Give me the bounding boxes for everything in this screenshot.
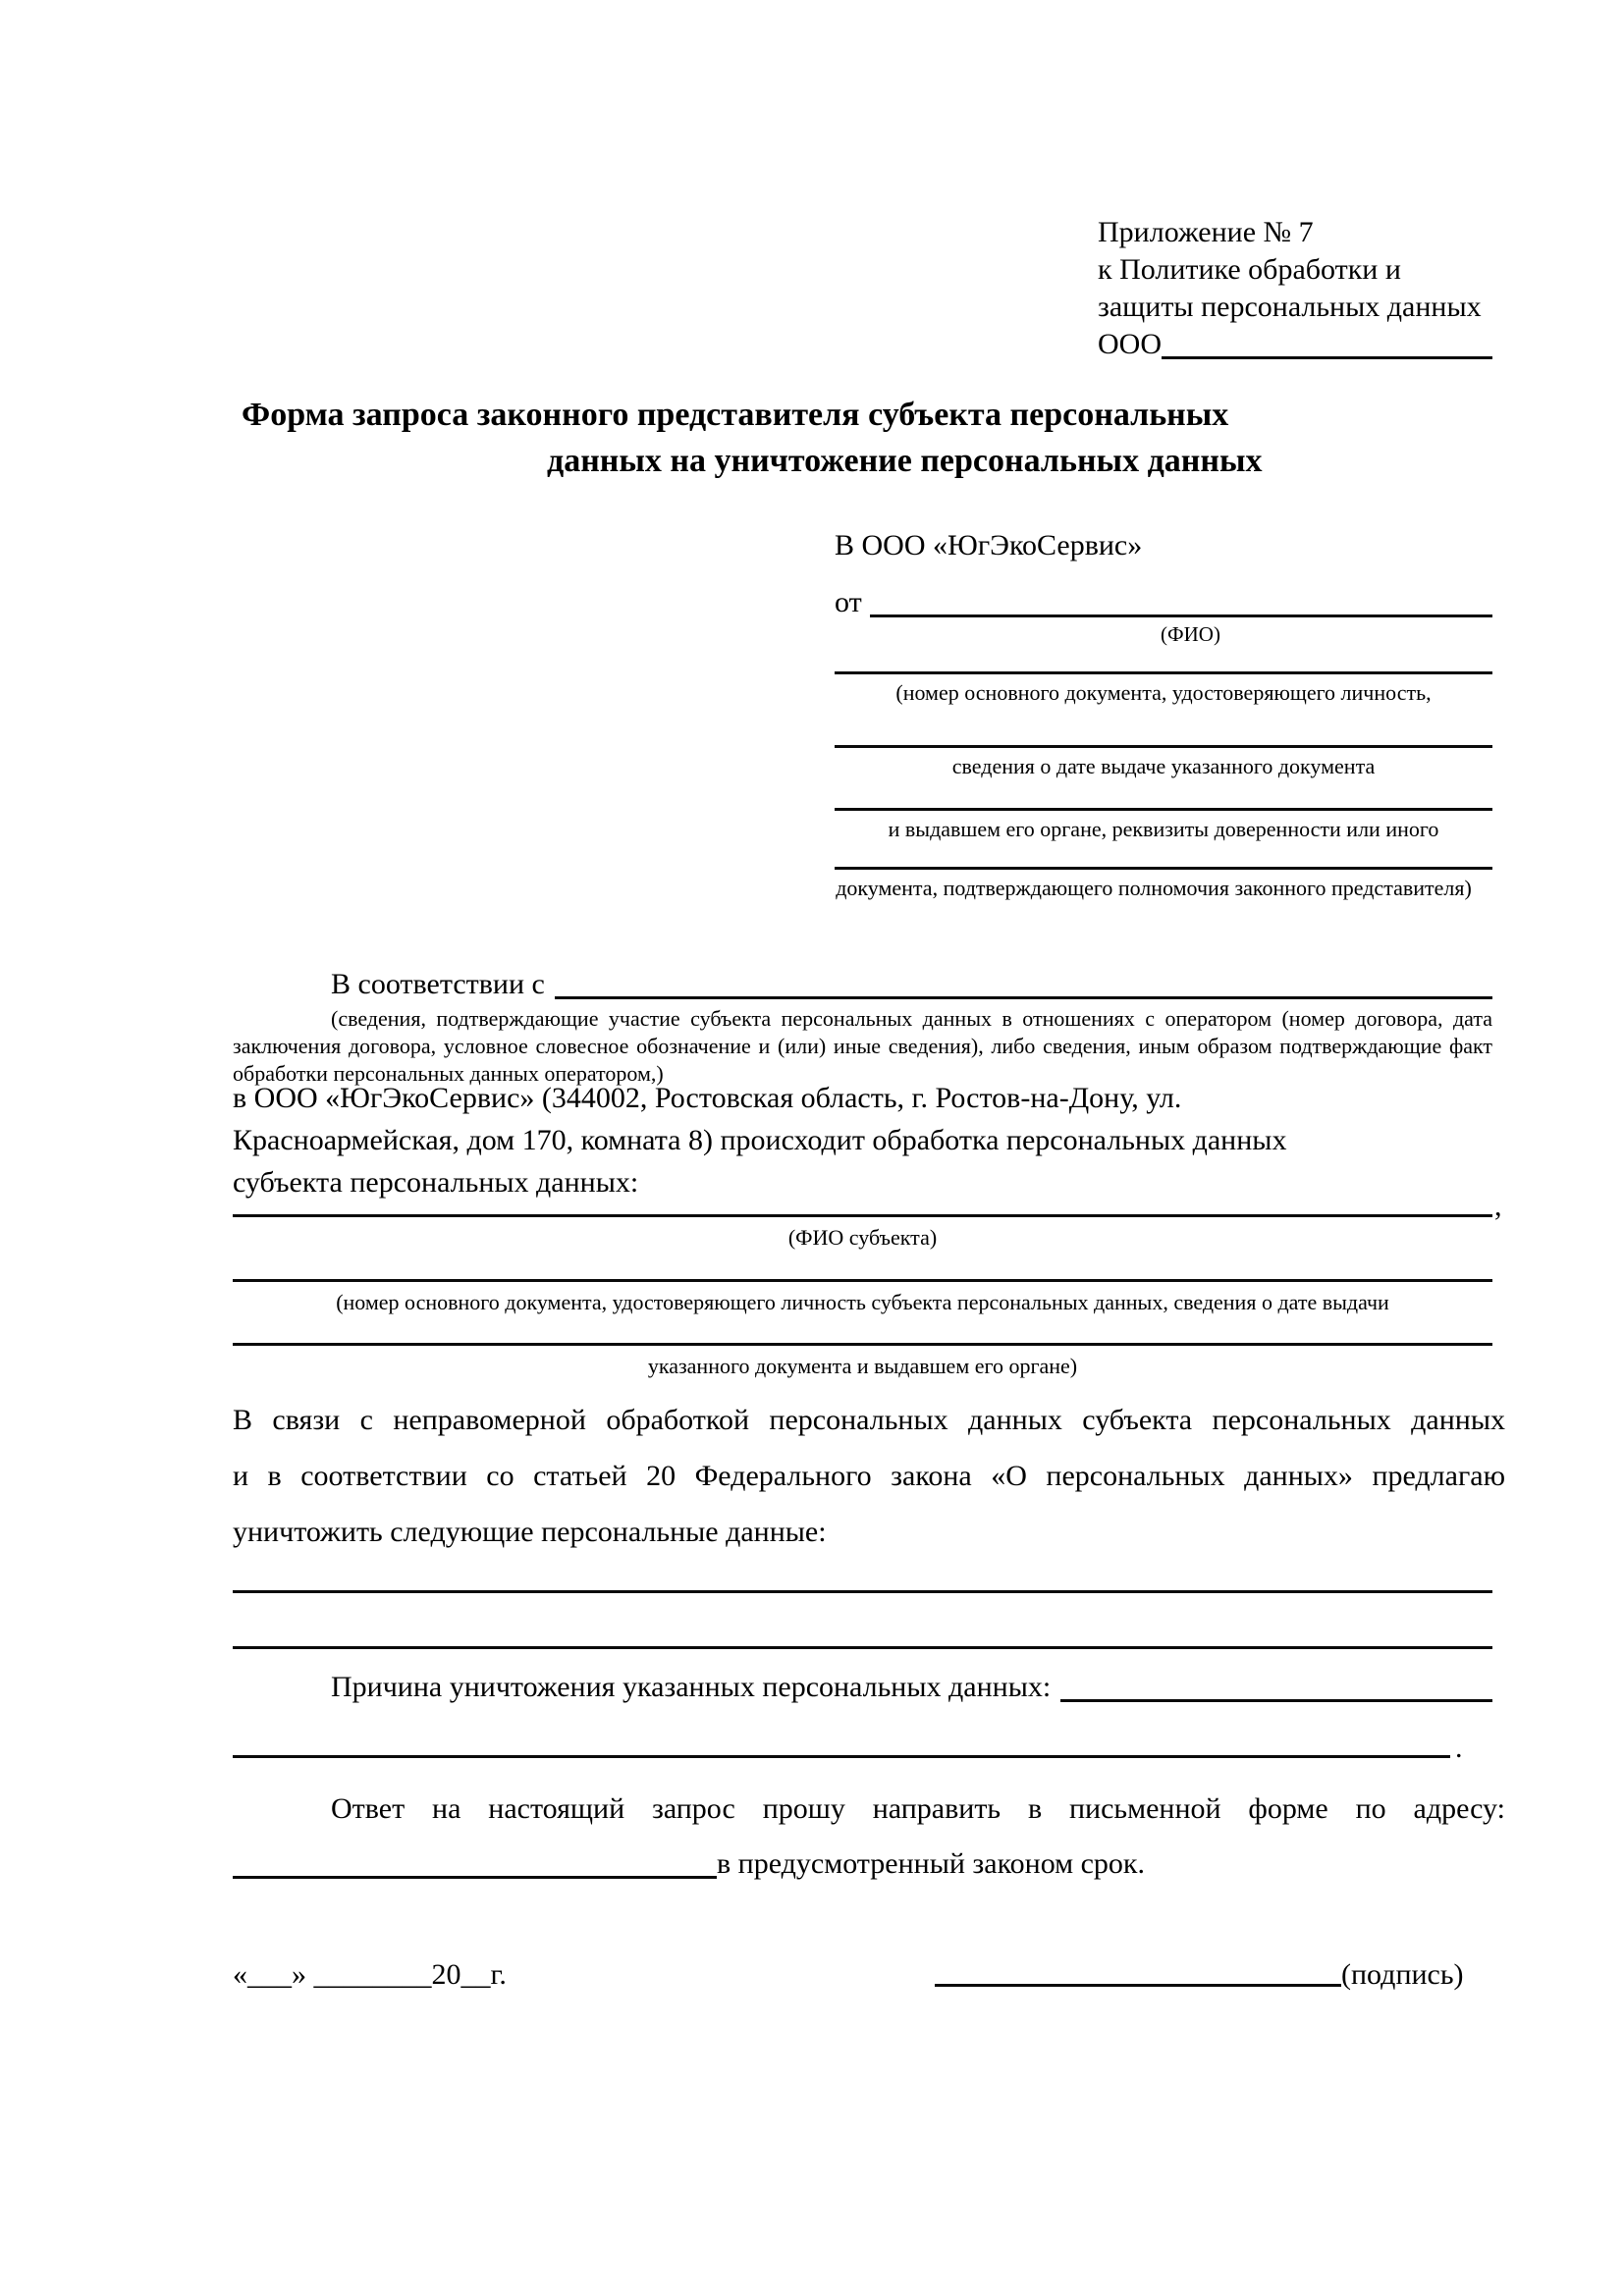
- signature-blank-line: [935, 1984, 1341, 1987]
- reason-row: [331, 1669, 1492, 1706]
- subject-doc-blank-line-1: [233, 1279, 1492, 1282]
- operator-paragraph-line-2: Красноармейская, дом 170, комната 8) происходит обработка персональных данных: [233, 1124, 1287, 1156]
- accordance-label: В соответствии с: [331, 968, 545, 1000]
- form-title-line-2: данных на уничтожение персональных данных: [547, 443, 1263, 479]
- accordance-row: [331, 966, 1492, 1003]
- data-blank-line-1: [233, 1590, 1492, 1593]
- caption-subject-doc-1: (номер основного документа, удостоверяющего личность субъекта персональных данных, сведения о дате выдачи: [336, 1290, 1389, 1314]
- caption-fio: (ФИО): [1161, 622, 1220, 646]
- blank-line-doc1: [835, 671, 1492, 674]
- claim-line-3: уничтожить следующие персональные данные:: [233, 1516, 827, 1548]
- blank-line-doc4: [835, 867, 1492, 870]
- company-blank-line: [1162, 356, 1492, 359]
- caption-doc4: документа, подтверждающего полномочия законного представителя): [836, 876, 1472, 900]
- reply-line-2-row: [233, 1845, 1492, 1883]
- reply-line-1: Ответ на настоящий запрос прошу направить в письменной форме по адресу:: [331, 1792, 1505, 1825]
- caption-subject-doc-2: указанного документа и выдавшем его органе): [647, 1354, 1078, 1378]
- reply-address-blank-line: [233, 1876, 717, 1879]
- caption-doc2: сведения о дате выдаче указанного документа: [951, 754, 1376, 778]
- claim-line-1: В связи с неправомерной обработкой персональных данных субъекта персональных данных: [233, 1404, 1505, 1436]
- from-row: [835, 584, 1492, 621]
- accordance-note-line-2: заключения договора, условное словесное обозначение и (или) иные сведения), либо сведения, иным образом подтверждающие факт: [233, 1034, 1492, 1058]
- reason-period: .: [1455, 1732, 1463, 1764]
- blank-line-doc2: [835, 745, 1492, 748]
- reason-blank-line: [1060, 1699, 1492, 1702]
- operator-paragraph-line-1: в ООО «ЮгЭкоСервис» (344002, Ростовская область, г. Ростов-на-Дону, ул.: [233, 1082, 1182, 1114]
- appendix-number-line: Приложение № 7: [1098, 216, 1314, 248]
- reply-line-2-suffix: в предусмотренный законом срок.: [717, 1847, 1145, 1880]
- subject-fio-blank-line: [233, 1214, 1492, 1217]
- subject-line-comma: ,: [1494, 1190, 1502, 1222]
- reason-label: Причина уничтожения указанных персональных данных:: [331, 1671, 1052, 1703]
- accordance-note-line-1: (сведения, подтверждающие участие субъекта персональных данных в отношениях с оператором (номер договора, дата: [331, 1006, 1492, 1031]
- operator-paragraph-line-3: субъекта персональных данных:: [233, 1166, 639, 1199]
- from-label: от: [835, 586, 862, 618]
- data-blank-line-2: [233, 1646, 1492, 1649]
- company-name-row: [1098, 326, 1492, 363]
- caption-subject-fio: (ФИО субъекта): [787, 1225, 938, 1250]
- policy-line-1: к Политике обработки и: [1098, 253, 1401, 286]
- accordance-note-line-3: обработки персональных данных оператором,): [233, 1061, 664, 1086]
- form-title-line-1: Форма запроса законного представителя субъекта персональных: [242, 397, 1229, 433]
- caption-doc1: (номер основного документа, удостоверяющего личность,: [895, 680, 1432, 705]
- from-blank-line: [870, 614, 1492, 617]
- addressee-company: В ООО «ЮгЭкоСервис»: [835, 529, 1143, 561]
- signature-caption: (подпись): [1341, 1958, 1464, 1991]
- reason-blank-line-2: [233, 1755, 1450, 1758]
- company-prefix: ООО: [1098, 328, 1162, 360]
- claim-line-2: и в соответствии со статьей 20 Федерального закона «О персональных данных» предлагаю: [233, 1460, 1505, 1492]
- blank-line-doc3: [835, 808, 1492, 811]
- appendix-header: [1098, 214, 1492, 363]
- policy-line-2: защиты персональных данных: [1098, 291, 1482, 323]
- date-line: «___» ________20__г.: [233, 1958, 507, 1991]
- subject-doc-blank-line-2: [233, 1343, 1492, 1346]
- accordance-blank-line: [555, 996, 1492, 999]
- caption-doc3: и выдавшем его органе, реквизиты доверенности или иного: [888, 817, 1439, 841]
